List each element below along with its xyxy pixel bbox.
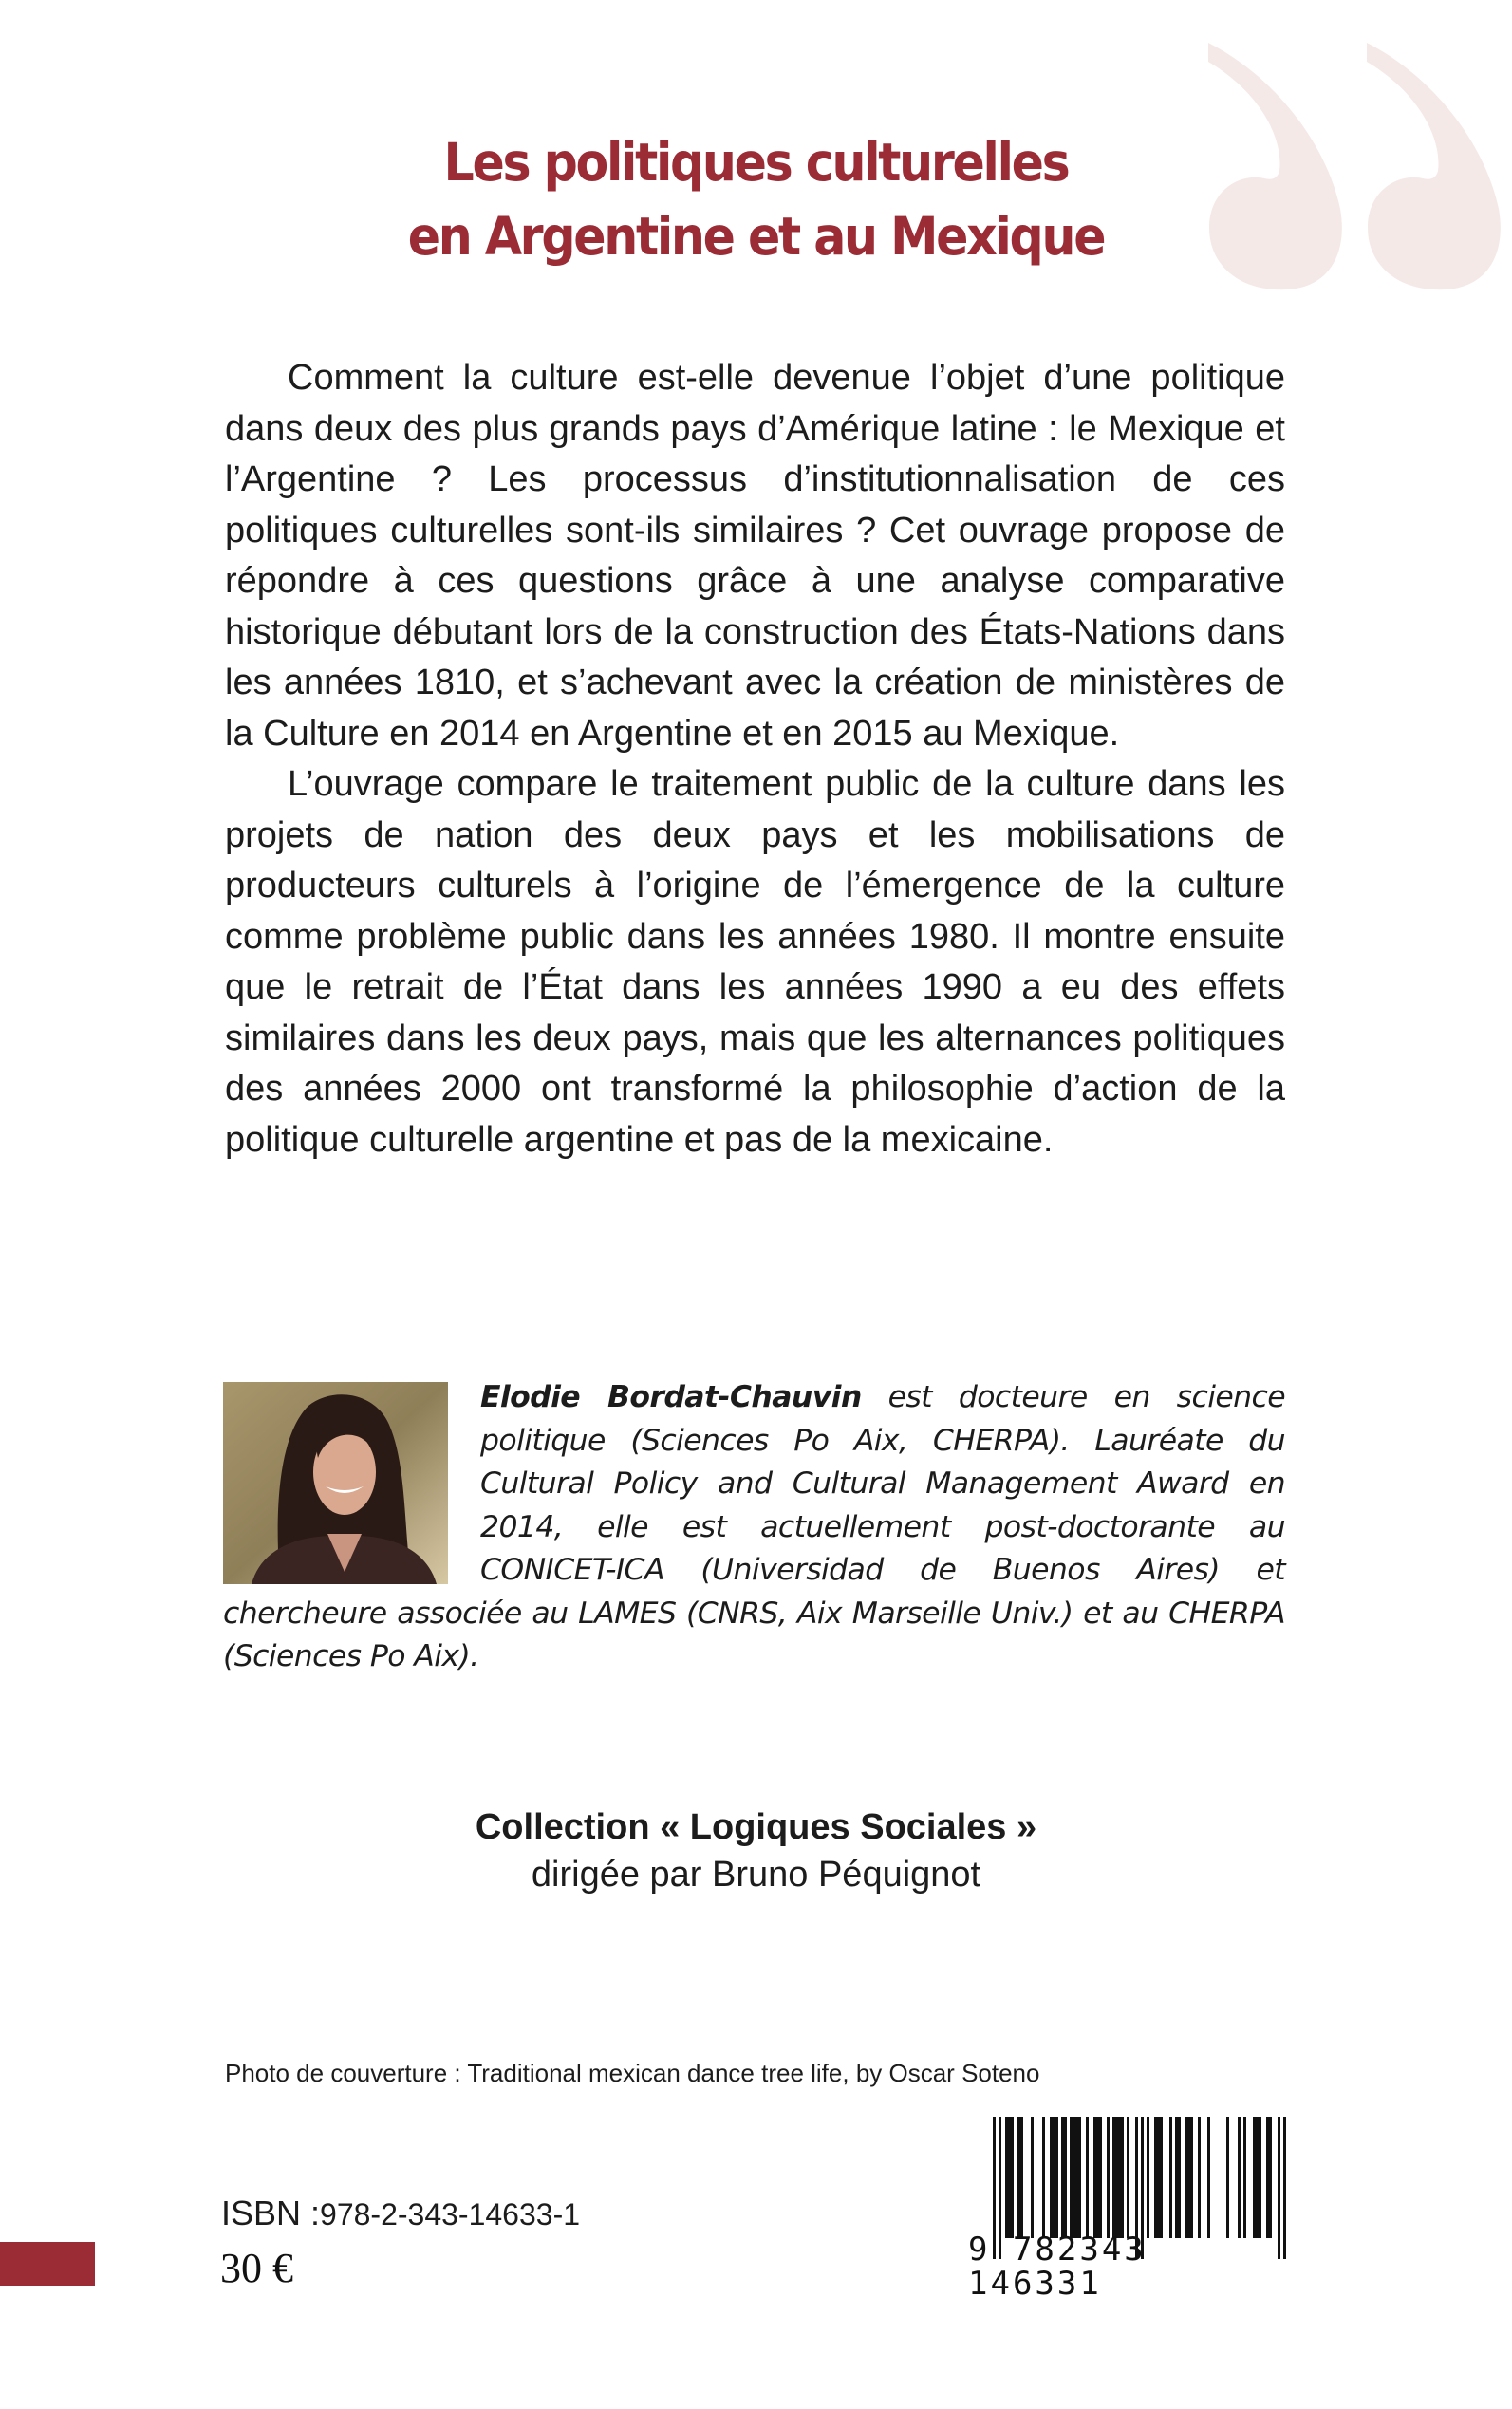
- author-photo: [223, 1382, 448, 1584]
- price: 30 €: [220, 2245, 293, 2291]
- author-bio-text: est docteure en science politique (Sciences Po Aix, CHERPA). Lauréate du Cultural Policy and Cultural Management Award en 2014, elle est actuellement post-doctorante au CONICET-ICA (Universidad de Buenos Aires) et chercheure associée au LAMES (CNRS, Aix Marseille Univ.) et au CHERPA (Sciences Po Aix).: [223, 1380, 1285, 1673]
- title-line-1: Les politiques culturelles: [443, 132, 1069, 193]
- isbn: [221, 2193, 580, 2235]
- barcode-digits: 9 782343 146331: [968, 2231, 1147, 2303]
- title-line-2: en Argentine et au Mexique: [407, 206, 1105, 267]
- summary-paragraph: L’ouvrage compare le traitement public de la culture dans les projets de nation des deux pays et les mobilisations de producteurs culturels à l’origine de l’émergence de la culture comme problème public dans les années 1980. Il montre ensuite que le retrait de l’État dans les années 1990 a eu des effets similaires dans les deux pays, mais que les alternances politiques des années 2000 ont transformé la philosophie d’action de la politique culturelle argentine et pas de la mexicaine.: [225, 764, 1285, 1160]
- author-name: Elodie Bordat-Chauvin: [480, 1380, 862, 1414]
- isbn-value: 978-2-343-14633-1: [320, 2197, 581, 2232]
- author-bio: [223, 1376, 1285, 1679]
- summary-paragraph: Comment la culture est-elle devenue l’objet d’une politique dans deux des plus grands pays d’Amérique latine : le Mexique et l’Argentine ? Les processus d’institutionnalisation de ces politiques culturelles sont-ils similaires ? Cet ouvrage propose de répondre à ces questions grâce à une analyse comparative historique débutant lors de la construction des États-Nations dans les années 1810, et s’achevant avec la création de ministères de la Culture en 2014 en Argentine et en 2015 au Mexique.: [225, 358, 1285, 754]
- book-summary: [225, 353, 1285, 1166]
- book-title: [235, 125, 1278, 273]
- isbn-label: ISBN :: [221, 2194, 321, 2232]
- author-portrait-image: [223, 1382, 448, 1584]
- collection-title: Collection « Logiques Sociales »: [475, 1807, 1037, 1847]
- accent-bar: [0, 2242, 95, 2286]
- photo-credit: Photo de couverture : Traditional mexican dance tree life, by Oscar Soteno: [225, 2059, 1040, 2087]
- collection-director: dirigée par Bruno Péquignot: [531, 1855, 981, 1895]
- collection-info: [0, 1803, 1512, 1898]
